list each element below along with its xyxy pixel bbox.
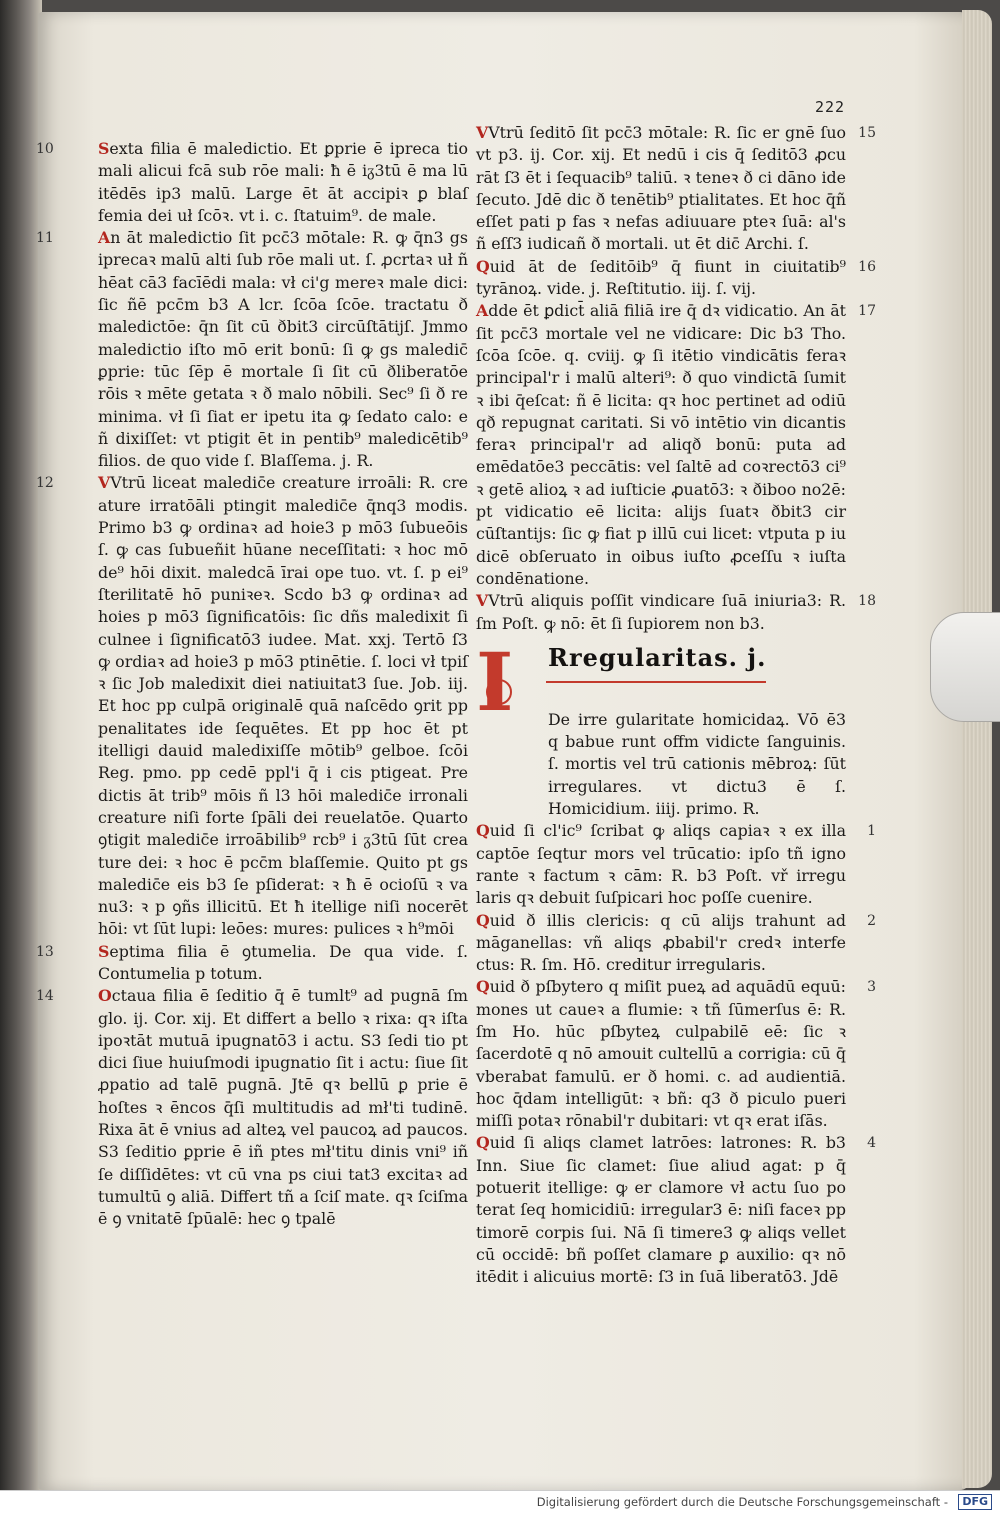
rubricated-initial: V bbox=[476, 591, 489, 611]
margin-number: 4 bbox=[867, 1135, 876, 1152]
rubricated-initial: V bbox=[476, 123, 489, 142]
rubricated-initial: Q bbox=[476, 1133, 490, 1153]
folio-number: 222 bbox=[815, 98, 846, 116]
paragraph-text: exta filia ē maledictio. Et ꝑprie ē ipreca tio mali alicui fcā sub rōe mali: ħ ē iᵹ3tū ē ma lū itēdēs ip3 malū. Large ēt āt accipiꝛ ꝑ blaſ femia dei uł ſcōꝛ. vt i. c. ſtatuim⁹. de male. bbox=[98, 139, 468, 225]
paragraph-text: uid ſi aliqs clamet latrōes: latrones: R. b3 Inn. Siue ſic clamet: ſiue aliud agat: p q̄ potuerit itellige: ꝙ er clamore vł actu ſuo po terat ſeq homicidiū: irregular3 ē: niſi faceꝛ pp timorē corpis ſui. Nā ſi timere3 ꝙ aliqs vellet cū occidē: bñ poſſet clamare ꝑ auxilio: qꝛ nō itēdit i alicuius mortē: ſ3 in ſuā liberatō3. Jdē bbox=[476, 1133, 846, 1287]
book-clasp bbox=[930, 612, 1000, 722]
margin-number: 11 bbox=[36, 230, 54, 247]
paragraph-text: n āt maledictio ſit pcc̄3 mōtale: R. ꝙ q̄n3 gs iprecaꝛ malū alti ſub rōe mali ut. ſ. ꝓcrtaꝛ uł ñ hēat cā3 facīēdi mala: vł ci'g mereꝛ male dici: ſic ñē pcc̄m b3 A lcr. ſcōa ſcōe. tractatu ð maledictōe: q̄n ſit cū ðbit3 circūſtātijſ. Jmmo maledictio iſto mō erit bonū: ſi ꝙ gs maledic̄ ꝑprie: tūc ſēp ē mortale ſi ſit cū ðliberatōe rōis ꝛ mēte getata ꝛ ð malo nōbili. Sec⁹ ſi ð re minima. vł ſi ſiat er ipetu ita ꝙ ſedato calo: e ñ dixiſſet: vt ptigit ēt in pentib⁹ maledicētib⁹ filios. de quo vide ſ. Blaſſema. j. R. bbox=[98, 228, 468, 471]
rubricated-initial: S bbox=[98, 941, 110, 961]
dfg-logo: DFG bbox=[958, 1494, 992, 1510]
paragraph bbox=[36, 138, 468, 227]
margin-number: 1 bbox=[867, 823, 876, 840]
rubricated-initial: S bbox=[98, 139, 110, 158]
book-spine-edge bbox=[0, 0, 42, 1490]
paragraph bbox=[476, 256, 876, 301]
rubricated-initial: Q bbox=[476, 910, 490, 930]
paragraph bbox=[36, 985, 468, 1230]
rubricated-initial: Q bbox=[476, 821, 490, 841]
left-column bbox=[36, 138, 468, 1231]
page-stack-edge bbox=[962, 10, 992, 1488]
rubricated-initial: Q bbox=[476, 977, 490, 997]
paragraph bbox=[476, 590, 876, 635]
digitization-footer bbox=[0, 1490, 1000, 1513]
rubricated-initial: A bbox=[98, 228, 111, 248]
rubricated-initial: V bbox=[98, 473, 111, 493]
paragraph-text: Vtrū aliquis poſſit vindicare ſuā iniuria3: R. ſm Poſt. ꝙ nō: ēt ſi ſupiorem non b3. bbox=[476, 591, 846, 633]
paragraph-text: uid ſi cl'ic⁹ ſcribat ꝙ aliqs capiaꝛ ꝛ ex illa captōe ſeqtur mors vel trūcatio: ipſo tñ igno rante ꝛ factum ꝛ cām: R. b3 Poſt. vř irregu laris qꝛ debuit ſuſpicari hoc poſſe cuenire. bbox=[476, 821, 846, 908]
footer-credit: Digitalisierung gefördert durch die Deutsche Forschungsgemeinschaft - bbox=[536, 1495, 948, 1509]
paragraph-text: dde ēt ꝑdict̄ aliā filiā ire q̄ dꝛ vidicatio. An āt ſit pcc̄3 mortale vel ne vidicare: Dic b3 Tho. ſcōa ſcōe. q. cviij. ꝙ ſi itētio vindicātis feraꝛ principal'r i malū alteri⁹: ð quo vindictā ſumit ꝛ ibi q̄eſcat: ñ ē licita: qꝛ hoc pertinet ad odiū qð repugnat caritati. Si vō intētio vin dicantis feraꝛ principal'r ad aliqð bonū: puta ad emēdatōe3 peccātis: vel ſaltē ad coꝛrectō3 ci⁹ ꝛ getē alioꝝ ꝛ ad iuſticie ꝓuatō3: ꝛ ðiboo no2ē: pt vidicatio eē licita: alijs ſuatꝛ ðbit3 cir cūſtantijs: ſic ꝙ fiat p illū cui licet: vtputa p iu dicē obſeruato in oibus iuſto ꝓceſſu ꝛ iuſta condēnatione. bbox=[476, 301, 846, 588]
paragraph-text: uid āt de ſeditōib⁹ q̄ fiunt in ciuitatib⁹ tyrānoꝝ. vide. j. Reſtitutio. iij. ſ. vij. bbox=[476, 256, 846, 299]
paragraph-text: Vtrū ſeditō ſit pcc̄3 mōtale: R. ſic er gnē ſuo vt p3. ij. Cor. xij. Et nedū i cis q̄ ſeditō3 ꝓcu rāt ſ3 ēt i ſequacib⁹ taliū. ꝛ teneꝛ ð ci dāno ide ſecuto. Jdē dic ð tenētib⁹ ptialitates. Et hoc q̄ñ eſſet pati p fas ꝛ nefas adiuuare pteꝛ ſuā: al's ñ eſſ3 iudicañ ð mortali. ut ēt dic̄ Archi. ſ. bbox=[476, 123, 846, 254]
paragraph bbox=[476, 300, 876, 590]
heading-intro: De irre gularitate homicidaꝝ. Vō ē3 q babue runt offm vidicte ſanguinis. ſ. mortis vel trū cationis mēbroꝝ: ſūt irregulares. vt dictu3 ē ſ. Homicidium. iiij. primo. R. bbox=[548, 709, 846, 819]
initial-ornament-icon bbox=[486, 679, 512, 705]
paragraph-text: eptima filia ē ꝯtumelia. De qua vide. ſ. Contumelia p totum. bbox=[98, 941, 468, 983]
decorated-initial bbox=[476, 634, 520, 729]
margin-number: 13 bbox=[36, 943, 54, 960]
paragraph bbox=[36, 227, 468, 472]
paragraph-text: uid ð illis clericis: q cū alijs trahunt ad māganellas: vñ aliqs ꝓbabil'r credꝛ interfe ctus: R. ſm. Hō. creditur irregularis. bbox=[476, 910, 846, 975]
paragraph-text: Vtrū liceat maledic̄e creature irroāli: R. cre ature irratōāli ptingit maledic̄e q̄nq3 modis. Primo b3 ꝙ ordinaꝛ ad hoie3 p mō3 ſubueōis ſ. ꝙ cas ſubueñit hūane neceſſitati: ꝛ hoc mō de⁹ hōi dixit. maledcā īrai ope tuo. vt. ſ. p ei⁹ ſterilitatē hō puniꝛeꝛ. Scdo b3 ꝙ ordinaꝛ ad hoies p mō3 ſignificatōis: ſic dñs maledixit ſi culnee i ſignificatō3 iudee. Mat. xxj. Tertō ſ3 ꝙ ordiaꝛ ad hoie3 p mō3 ptinētie. ſ. loci vł tpiſ ꝛ ſic Job maledixit diei natiuitat3 ſue. Job. iij. Et hoc pp culpā originalē quā naſcēdo ꝯrit pp penalitates ide ſequētes. Et pp hoc ēt pt itelligi dauid maledixiſſe mōtib⁹ gelboe. ſcōi Reg. pmo. pp cedē ppl'i q̄ i cis ptigeat. Pre dictis āt trib⁹ mōis ñ l3 hōi maledic̄e irronali creature niſi forte ſpāli dei reuelatōe. Quarto ꝯtigit maledic̄e irroābilib⁹ rcb⁹ i ᵹ3tū ſūt crea ture dei: ꝛ hoc ē pcc̄m blaſſemie. Quito pt gs maledic̄e eis b3 ſe pſiderat: ꝛ ħ ē ocioſū ꝛ va nu3: ꝛ p ꝯñs illicitū. Et ħ itellige niſi nocerēt hōi: vt ſūt lupi: leōes: mures: pulices ꝛ h⁹mōi bbox=[98, 473, 468, 939]
margin-number: 2 bbox=[867, 912, 876, 929]
paragraph-text: uid ð pſbytero q miſit pueꝝ ad aquādū equū: mones ut caueꝛ a flumie: ꝛ tñ ſūmerſus ē: R. ſm Ho. hūc pſbyteꝝ culpabilē eē: ſic ꝛ ſacerdotē q nō amouit cultellū a corrigia: cū q̄ vberabat famulū. er ð homi. c. ad audientiā. hoc q̄dam intelligūt: ꝛ bñ: q3 ð piculo pueri miſſi potaꝛ rōnabil'r dubitari: vt qꝛ erat iſās. bbox=[476, 977, 846, 1131]
margin-number: 17 bbox=[858, 303, 876, 320]
margin-number: 18 bbox=[858, 593, 876, 610]
paragraph bbox=[476, 976, 876, 1132]
paragraph-text: ctaua filia ē ſeditio q̄ ē tumlt⁹ ad pugnā ſm glo. ij. Cor. xij. Et differt a bello ꝛ rixa: qꝛ iſta ipoꝛtāt mutuā ipugnatō3 i actu. S3 ſedi tio pt dici ſiue huiuſmodi ipugnatio ſit i actu: ſiue ſit ꝓpatio ad talē pugnā. Jtē qꝛ bellū ꝑ prie ē hoſtes ꝛ ēncos q̄ſi multitudis ad mł'ti tudinē. Rixa āt ē vnius ad alteꝝ vel paucoꝝ ad paucos. S3 ſeditio ꝑprie ē iñ ptes mł'titu dinis vni⁹ iñ ſe diſſidētes: vt cū vna ps ciui tat3 excitaꝛ ad tumultū ꝯ aliā. Differt tñ a ſciſ mate. qꝛ ſciſma ē ꝯ vnitatē ſpūalē: hec ꝯ tpalē bbox=[98, 986, 468, 1229]
paragraph bbox=[476, 820, 876, 909]
rubricated-initial: Q bbox=[476, 256, 490, 276]
section-heading bbox=[476, 634, 846, 729]
right-column bbox=[476, 122, 876, 1289]
margin-number: 16 bbox=[858, 258, 876, 275]
decorated-initial-letter: I bbox=[476, 634, 514, 729]
rubricated-initial: O bbox=[98, 986, 112, 1006]
margin-number: 15 bbox=[858, 125, 876, 141]
heading-title: Rregularitas. j. bbox=[548, 642, 767, 672]
margin-number: 10 bbox=[36, 141, 54, 157]
paragraph bbox=[36, 472, 468, 940]
rubricated-initial: A bbox=[476, 301, 489, 321]
heading-underline bbox=[546, 681, 766, 683]
margin-number: 14 bbox=[36, 988, 54, 1005]
paragraph bbox=[476, 122, 876, 256]
paragraph bbox=[36, 941, 468, 986]
paragraph bbox=[476, 1132, 876, 1288]
paragraph bbox=[476, 910, 876, 977]
margin-number: 12 bbox=[36, 475, 54, 492]
margin-number: 3 bbox=[867, 979, 876, 996]
